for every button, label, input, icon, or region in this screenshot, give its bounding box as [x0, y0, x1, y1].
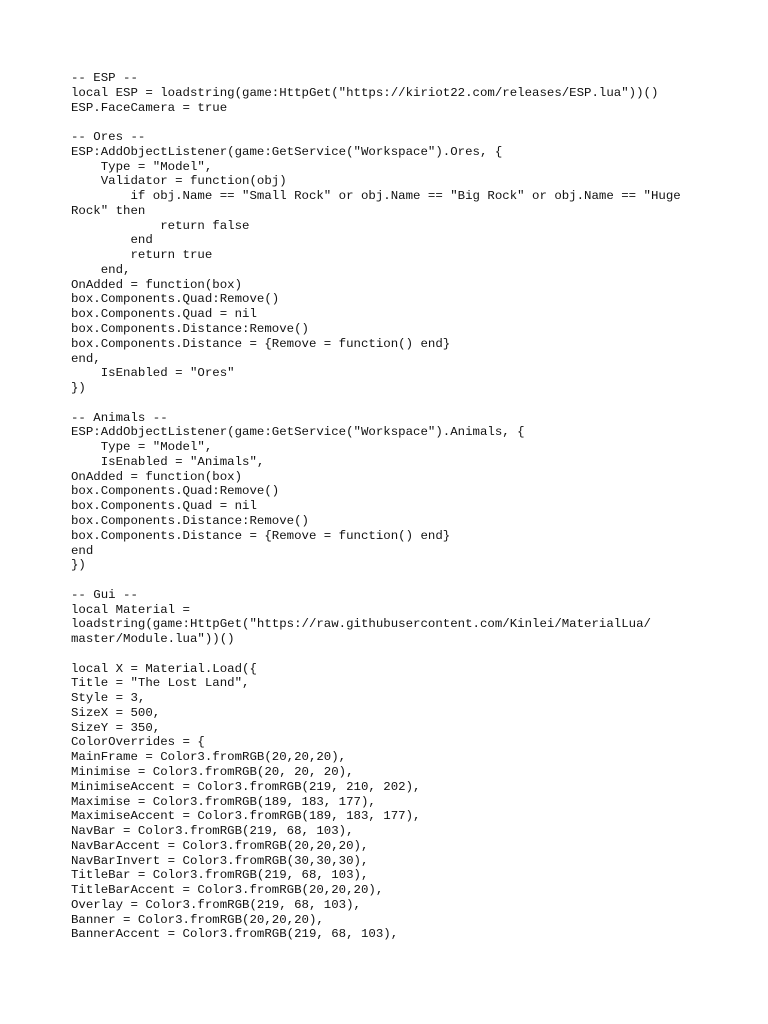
code-line: box.Components.Distance:Remove() [71, 513, 309, 528]
code-line: -- ESP -- [71, 71, 138, 85]
code-line: Validator = function(obj) [71, 174, 287, 189]
code-line: local Material = [71, 602, 190, 617]
code-line: MaximiseAccent = Color3.fromRGB(189, 183, 177), [71, 809, 421, 824]
code-line: Maximise = Color3.fromRGB(189, 183, 177), [71, 794, 376, 809]
code-line [71, 396, 711, 411]
code-line: Overlay = Color3.fromRGB(219, 68, 103), [71, 897, 361, 912]
code-line: -- Gui -- [71, 587, 138, 602]
code-line: SizeX = 500, [71, 705, 161, 720]
code-line: box.Components.Distance = {Remove = function() end} [71, 528, 451, 543]
code-line: NavBarAccent = Color3.fromRGB(20,20,20), [71, 838, 369, 853]
code-line: ESP.FaceCamera = true [71, 100, 228, 115]
code-line: Rock" then [71, 203, 146, 218]
code-line: box.Components.Distance = {Remove = function() end} [71, 336, 451, 351]
code-line: end, [71, 351, 101, 366]
code-line: -- Ores -- [71, 130, 146, 145]
code-line: box.Components.Quad = nil [71, 499, 257, 514]
code-line: end [71, 543, 94, 558]
code-line: -- Animals -- [71, 410, 168, 425]
code-line [71, 647, 711, 662]
code-line: }) [71, 381, 86, 396]
code-line: MinimiseAccent = Color3.fromRGB(219, 210, 202), [71, 779, 421, 794]
code-line: Style = 3, [71, 691, 146, 706]
code-line: local X = Material.Load({ [71, 661, 257, 676]
code-line: box.Components.Quad = nil [71, 307, 257, 322]
code-line [71, 115, 711, 130]
code-line [71, 573, 711, 588]
code-line: box.Components.Quad:Remove() [71, 292, 280, 307]
code-line: master/Module.lua"))() [71, 632, 235, 647]
code-line: Banner = Color3.fromRGB(20,20,20), [71, 912, 324, 927]
code-line: NavBarInvert = Color3.fromRGB(30,30,30), [71, 853, 369, 868]
code-line: OnAdded = function(box) [71, 469, 243, 484]
code-line: Minimise = Color3.fromRGB(20, 20, 20), [71, 764, 354, 779]
code-line: IsEnabled = "Animals", [71, 454, 265, 469]
code-line: TitleBarAccent = Color3.fromRGB(20,20,20), [71, 883, 384, 898]
code-line: return true [71, 248, 213, 263]
code-line: loadstring(game:HttpGet("https://raw.githubusercontent.com/Kinlei/MaterialLua/ [71, 617, 651, 632]
code-line: Title = "The Lost Land", [71, 676, 250, 691]
code-line: IsEnabled = "Ores" [71, 366, 235, 381]
code-line: Type = "Model", [71, 440, 213, 455]
code-line: MainFrame = Color3.fromRGB(20,20,20), [71, 750, 347, 765]
code-line: ESP:AddObjectListener(game:GetService("Workspace").Animals, { [71, 425, 525, 440]
code-line: box.Components.Distance:Remove() [71, 322, 309, 337]
code-line: TitleBar = Color3.fromRGB(219, 68, 103), [71, 868, 369, 883]
code-line: Type = "Model", [71, 159, 213, 174]
code-line: ColorOverrides = { [71, 735, 205, 750]
code-line: end, [71, 262, 131, 277]
code-line: BannerAccent = Color3.fromRGB(219, 68, 103), [71, 927, 399, 942]
code-line: return false [71, 218, 250, 233]
code-listing [71, 71, 711, 942]
code-line: ESP:AddObjectListener(game:GetService("Workspace").Ores, { [71, 144, 503, 159]
code-line: NavBar = Color3.fromRGB(219, 68, 103), [71, 824, 354, 839]
code-line: if obj.Name == "Small Rock" or obj.Name == "Big Rock" or obj.Name == "Huge [71, 189, 681, 204]
code-line: local ESP = loadstring(game:HttpGet("https://kiriot22.com/releases/ESP.lua"))() [71, 85, 659, 100]
code-line: }) [71, 558, 86, 573]
code-line: box.Components.Quad:Remove() [71, 484, 280, 499]
code-line: SizeY = 350, [71, 720, 161, 735]
code-line: end [71, 233, 153, 248]
code-line: OnAdded = function(box) [71, 277, 243, 292]
